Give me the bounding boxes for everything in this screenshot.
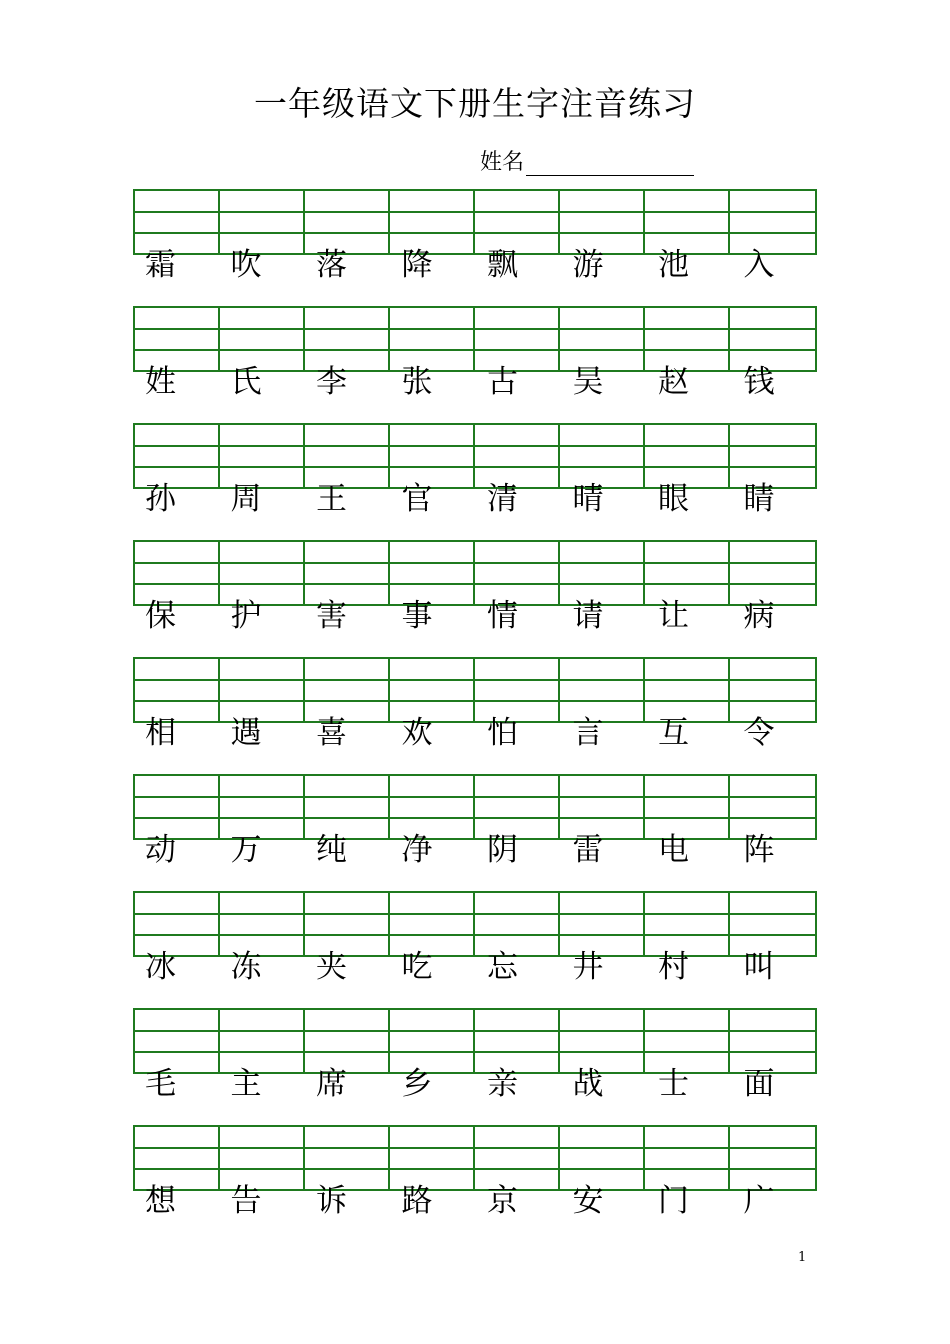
pinyin-writing-cell[interactable]	[390, 1127, 475, 1189]
pinyin-writing-cell[interactable]	[390, 308, 475, 370]
hanzi-character: 冻	[230, 949, 262, 985]
pinyin-writing-cell[interactable]	[560, 542, 645, 604]
pinyin-writing-cell[interactable]	[475, 191, 560, 253]
pinyin-writing-cell[interactable]	[220, 659, 305, 721]
hanzi-character: 降	[401, 247, 433, 283]
pinyin-writing-cell[interactable]	[560, 425, 645, 487]
hanzi-character: 吹	[230, 247, 262, 283]
hanzi-character: 井	[572, 949, 604, 985]
hanzi-character: 万	[230, 832, 262, 868]
hanzi-character: 入	[743, 247, 775, 283]
hanzi-character: 情	[487, 598, 518, 634]
practice-row	[133, 1125, 817, 1242]
character-row	[133, 362, 817, 402]
hanzi-character: 遇	[230, 715, 262, 751]
pinyin-writing-cell[interactable]	[390, 191, 475, 253]
hanzi-character: 保	[145, 598, 176, 634]
practice-row	[133, 891, 817, 1008]
pinyin-writing-cell[interactable]	[560, 191, 645, 253]
hanzi-character: 诉	[316, 1183, 347, 1219]
pinyin-writing-cell[interactable]	[220, 425, 305, 487]
character-row	[133, 947, 817, 987]
practice-row	[133, 657, 817, 774]
hanzi-character: 睛	[743, 481, 775, 517]
name-label: 姓名	[480, 150, 525, 175]
hanzi-character: 王	[316, 481, 347, 517]
hanzi-character: 姓	[145, 364, 176, 400]
hanzi-character: 官	[401, 481, 433, 517]
pinyin-writing-cell[interactable]	[220, 893, 305, 955]
hanzi-character: 夹	[316, 949, 347, 985]
pinyin-writing-cell[interactable]	[305, 1010, 390, 1072]
hanzi-character: 面	[743, 1066, 775, 1102]
hanzi-character: 京	[487, 1183, 518, 1219]
hanzi-character: 清	[487, 481, 518, 517]
hanzi-character: 安	[572, 1183, 604, 1219]
pinyin-writing-cell[interactable]	[645, 425, 730, 487]
practice-row	[133, 306, 817, 423]
pinyin-writing-cell[interactable]	[475, 659, 560, 721]
hanzi-character: 净	[401, 832, 433, 868]
hanzi-character: 古	[487, 364, 518, 400]
worksheet-title: 一年级语文下册生字注音练习	[254, 84, 696, 123]
pinyin-writing-cell[interactable]	[645, 659, 730, 721]
hanzi-character: 晴	[572, 481, 604, 517]
pinyin-writing-cell[interactable]	[390, 1010, 475, 1072]
hanzi-character: 孙	[145, 481, 176, 517]
pinyin-writing-cell[interactable]	[305, 542, 390, 604]
pinyin-writing-cell[interactable]	[645, 1127, 730, 1189]
hanzi-character: 李	[316, 364, 347, 400]
pinyin-writing-cell[interactable]	[390, 542, 475, 604]
hanzi-character: 冰	[145, 949, 176, 985]
pinyin-writing-cell[interactable]	[645, 308, 730, 370]
hanzi-character: 动	[145, 832, 176, 868]
hanzi-character: 村	[658, 949, 689, 985]
character-row	[133, 1181, 817, 1221]
pinyin-writing-cell[interactable]	[475, 1010, 560, 1072]
hanzi-character: 吃	[401, 949, 433, 985]
hanzi-character: 阵	[743, 832, 775, 868]
pinyin-writing-cell[interactable]	[305, 776, 390, 838]
hanzi-character: 忘	[487, 949, 518, 985]
pinyin-writing-cell[interactable]	[475, 308, 560, 370]
pinyin-writing-cell[interactable]	[135, 308, 220, 370]
hanzi-character: 席	[316, 1066, 347, 1102]
hanzi-character: 怕	[487, 715, 518, 751]
pinyin-writing-cell[interactable]	[220, 776, 305, 838]
page-number: 1	[798, 1250, 807, 1265]
hanzi-character: 池	[658, 247, 689, 283]
hanzi-character: 相	[145, 715, 176, 751]
pinyin-writing-cell[interactable]	[305, 425, 390, 487]
pinyin-writing-cell[interactable]	[645, 893, 730, 955]
pinyin-writing-cell[interactable]	[135, 659, 220, 721]
practice-row	[133, 540, 817, 657]
pinyin-writing-cell[interactable]	[135, 776, 220, 838]
pinyin-writing-cell[interactable]	[305, 1127, 390, 1189]
character-row	[133, 713, 817, 753]
hanzi-character: 喜	[316, 715, 347, 751]
hanzi-character: 张	[401, 364, 433, 400]
hanzi-character: 害	[316, 598, 347, 634]
hanzi-character: 吴	[572, 364, 604, 400]
pinyin-writing-cell[interactable]	[220, 308, 305, 370]
hanzi-character: 战	[572, 1066, 604, 1102]
pinyin-writing-cell[interactable]	[390, 893, 475, 955]
hanzi-character: 欢	[401, 715, 433, 751]
name-blank-line[interactable]	[526, 145, 694, 176]
pinyin-writing-cell[interactable]	[730, 659, 815, 721]
pinyin-writing-cell[interactable]	[730, 1010, 815, 1072]
pinyin-writing-cell[interactable]	[560, 776, 645, 838]
pinyin-writing-cell[interactable]	[645, 1010, 730, 1072]
character-row	[133, 596, 817, 636]
pinyin-writing-cell[interactable]	[560, 893, 645, 955]
pinyin-writing-cell[interactable]	[560, 308, 645, 370]
hanzi-character: 告	[230, 1183, 262, 1219]
pinyin-writing-cell[interactable]	[560, 1010, 645, 1072]
pinyin-writing-cell[interactable]	[135, 893, 220, 955]
pinyin-writing-cell[interactable]	[220, 542, 305, 604]
character-row	[133, 479, 817, 519]
hanzi-character: 言	[572, 715, 604, 751]
pinyin-writing-cell[interactable]	[730, 308, 815, 370]
hanzi-character: 路	[401, 1183, 433, 1219]
pinyin-writing-cell[interactable]	[560, 659, 645, 721]
hanzi-character: 周	[230, 481, 262, 517]
pinyin-writing-cell[interactable]	[475, 893, 560, 955]
hanzi-character: 雷	[572, 832, 604, 868]
pinyin-writing-cell[interactable]	[135, 542, 220, 604]
pinyin-writing-cell[interactable]	[390, 776, 475, 838]
pinyin-writing-cell[interactable]	[475, 425, 560, 487]
character-row	[133, 245, 817, 285]
hanzi-character: 纯	[316, 832, 347, 868]
hanzi-character: 游	[572, 247, 604, 283]
pinyin-writing-cell[interactable]	[645, 542, 730, 604]
hanzi-character: 令	[743, 715, 775, 751]
hanzi-character: 事	[401, 598, 433, 634]
pinyin-writing-cell[interactable]	[220, 1010, 305, 1072]
pinyin-writing-cell[interactable]	[390, 659, 475, 721]
hanzi-character: 飘	[487, 247, 518, 283]
pinyin-writing-cell[interactable]	[305, 893, 390, 955]
pinyin-writing-cell[interactable]	[220, 191, 305, 253]
hanzi-character: 广	[743, 1183, 775, 1219]
hanzi-character: 病	[743, 598, 775, 634]
pinyin-writing-cell[interactable]	[220, 1127, 305, 1189]
hanzi-character: 主	[230, 1066, 262, 1102]
pinyin-writing-cell[interactable]	[730, 893, 815, 955]
pinyin-writing-cell[interactable]	[305, 191, 390, 253]
pinyin-writing-cell[interactable]	[135, 425, 220, 487]
character-row	[133, 830, 817, 870]
hanzi-character: 赵	[658, 364, 689, 400]
pinyin-writing-cell[interactable]	[730, 542, 815, 604]
pinyin-writing-cell[interactable]	[560, 1127, 645, 1189]
pinyin-writing-cell[interactable]	[135, 1127, 220, 1189]
hanzi-character: 士	[658, 1066, 689, 1102]
hanzi-character: 氏	[230, 364, 262, 400]
pinyin-writing-cell[interactable]	[475, 1127, 560, 1189]
pinyin-writing-cell[interactable]	[645, 776, 730, 838]
pinyin-writing-cell[interactable]	[730, 776, 815, 838]
hanzi-character: 霜	[145, 247, 176, 283]
pinyin-writing-cell[interactable]	[730, 425, 815, 487]
practice-rows	[133, 189, 817, 1242]
hanzi-character: 阴	[487, 832, 518, 868]
practice-row	[133, 774, 817, 891]
hanzi-character: 乡	[401, 1066, 433, 1102]
hanzi-character: 钱	[743, 364, 775, 400]
pinyin-writing-cell[interactable]	[305, 308, 390, 370]
hanzi-character: 落	[316, 247, 347, 283]
hanzi-character: 互	[658, 715, 689, 751]
pinyin-writing-cell[interactable]	[475, 542, 560, 604]
practice-row	[133, 1008, 817, 1125]
pinyin-writing-cell[interactable]	[305, 659, 390, 721]
pinyin-writing-cell[interactable]	[135, 1010, 220, 1072]
pinyin-writing-cell[interactable]	[730, 191, 815, 253]
hanzi-character: 门	[658, 1183, 689, 1219]
hanzi-character: 眼	[658, 481, 689, 517]
hanzi-character: 想	[145, 1183, 176, 1219]
hanzi-character: 亲	[487, 1066, 518, 1102]
pinyin-writing-cell[interactable]	[390, 425, 475, 487]
hanzi-character: 电	[658, 832, 689, 868]
practice-row	[133, 423, 817, 540]
hanzi-character: 叫	[743, 949, 775, 985]
practice-row	[133, 189, 817, 306]
pinyin-writing-cell[interactable]	[135, 191, 220, 253]
pinyin-writing-cell[interactable]	[730, 1127, 815, 1189]
hanzi-character: 护	[230, 598, 262, 634]
hanzi-character: 请	[572, 598, 604, 634]
name-field	[480, 145, 694, 176]
character-row	[133, 1064, 817, 1104]
hanzi-character: 让	[658, 598, 689, 634]
pinyin-writing-cell[interactable]	[475, 776, 560, 838]
hanzi-character: 毛	[145, 1066, 176, 1102]
pinyin-writing-cell[interactable]	[645, 191, 730, 253]
